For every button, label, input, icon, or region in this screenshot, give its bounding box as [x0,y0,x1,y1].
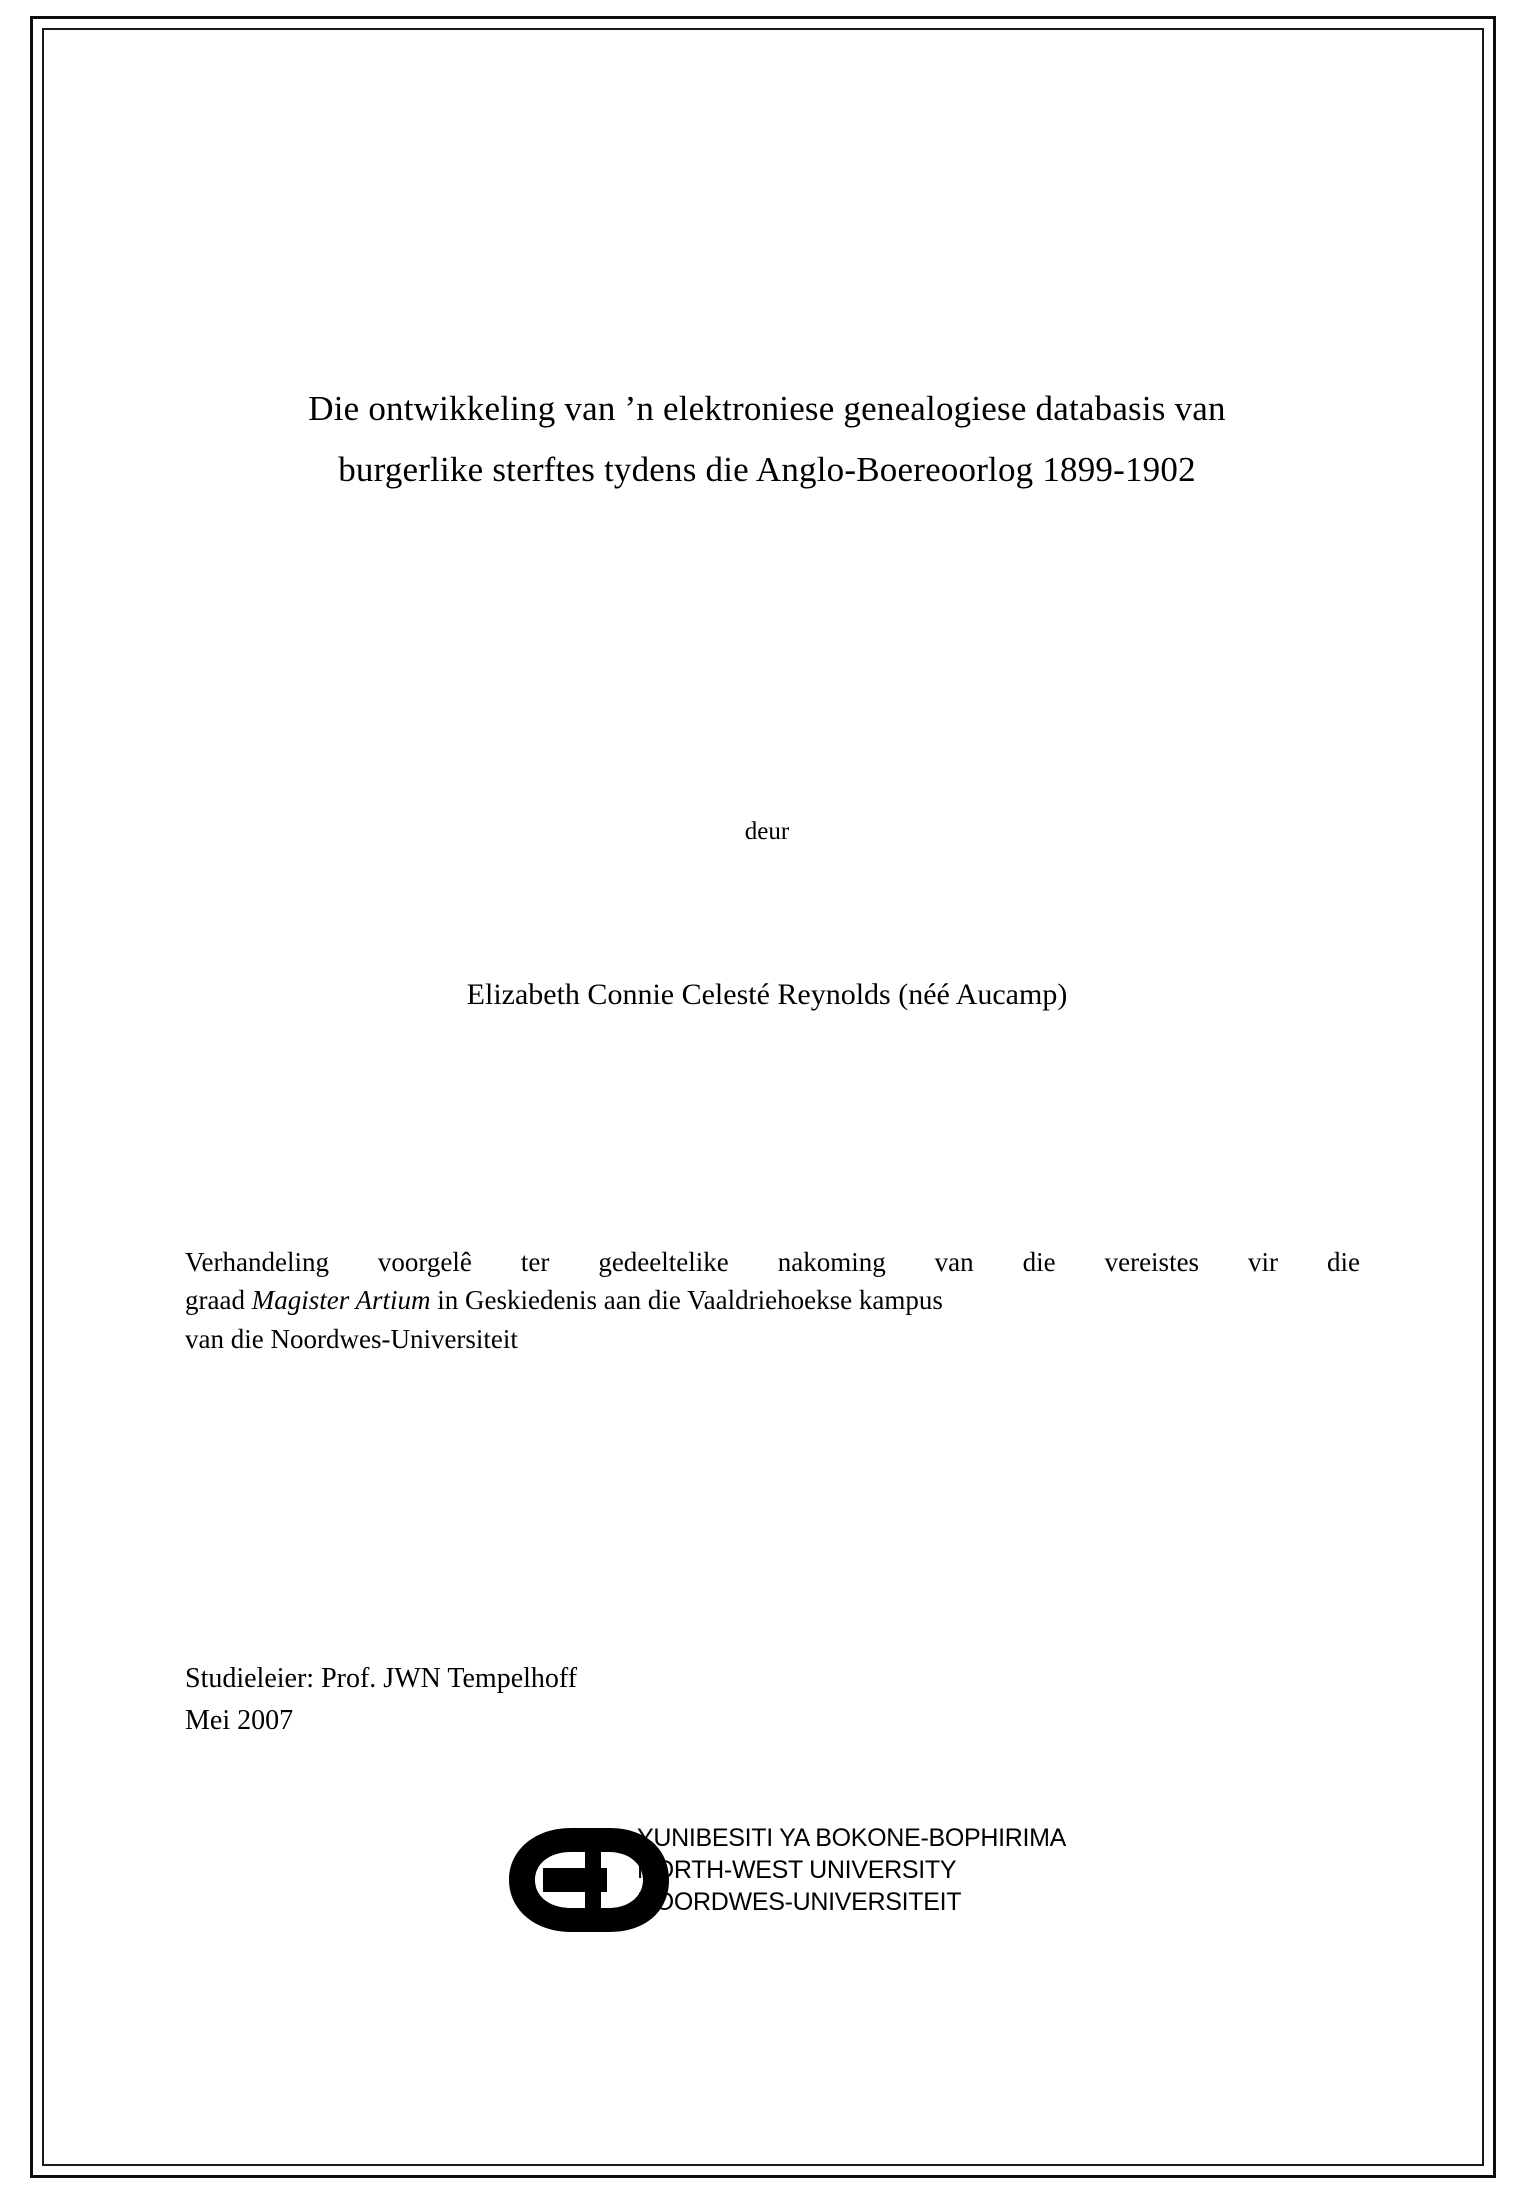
degree-statement-line-3: van die Noordwes-Universiteit [185,1323,518,1354]
degree-statement-line-1: Verhandeling voorgelê ter gedeeltelike nakoming van die vereistes vir die [185,1247,1360,1277]
degree-name-italic: Magister Artium [251,1285,431,1316]
logo-text-line-3: NOORDWES-UNIVERSITEIT [637,1888,962,1916]
university-logo-text [637,1822,1117,1918]
university-logo [497,1818,1117,1948]
degree-statement-line-2 [185,1281,1360,1319]
title-line-1: Die ontwikkeling van ’n elektroniese genealogiese databasis van [308,389,1226,428]
logo-text-line-1: YUNIBESITI YA BOKONE-BOPHIRIMA [637,1824,1067,1852]
by-label: deur [744,818,790,845]
degree-statement [185,1243,1360,1358]
supervisor-block [185,1658,1085,1742]
degree-statement-line-2-prefix: graad [185,1285,252,1316]
degree-statement-line-2-suffix: in Geskiedenis aan die Vaaldriehoekse kampus [430,1285,943,1316]
logo-text-line-2: NORTH-WEST UNIVERSITY [637,1856,957,1884]
page-content [42,28,1484,2166]
supervisor-line: Studieleier: Prof. JWN Tempelhoff [185,1663,578,1694]
page-title [187,378,1347,501]
title-line-2: burgerlike sterftes tydens die Anglo-Boereoorlog 1899-1902 [338,450,1196,490]
date-line: Mei 2007 [185,1705,294,1736]
author-name: Elizabeth Connie Celesté Reynolds (néé Aucamp) [466,978,1068,1011]
